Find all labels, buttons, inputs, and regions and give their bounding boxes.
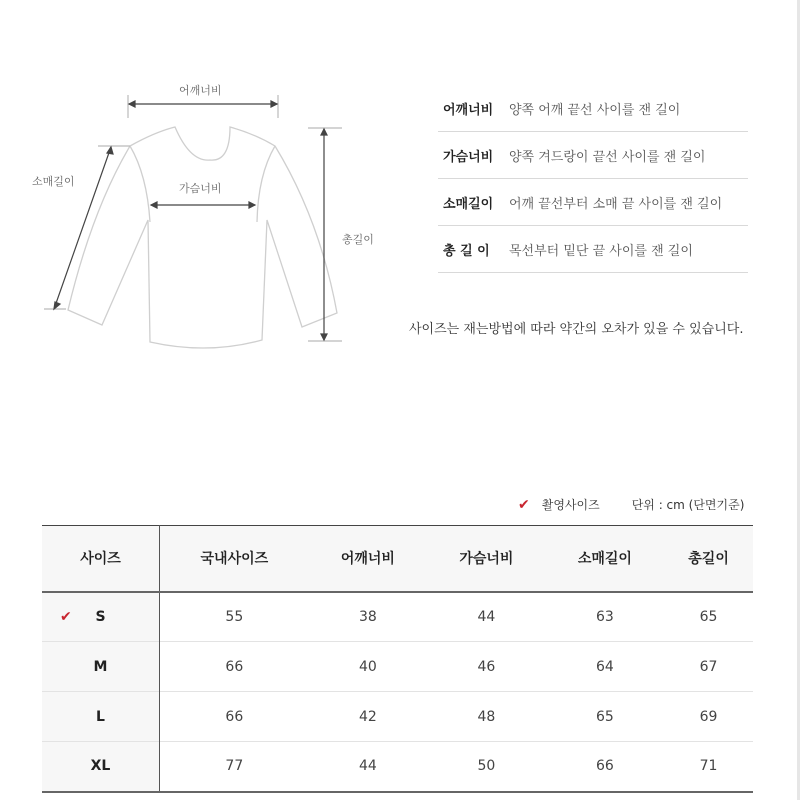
definition-desc: 어깨 끝선부터 소매 끝 사이를 잰 길이	[509, 196, 723, 212]
checkmark-icon: ✔	[518, 496, 530, 513]
header-korean-size: 국내사이즈	[200, 551, 269, 568]
cell-shoulder: 44	[359, 758, 377, 775]
definition-term: 가슴너비	[443, 149, 494, 165]
measurement-definitions	[438, 85, 748, 273]
cell-shoulder: 38	[359, 608, 377, 625]
shirt-outline-icon	[30, 70, 390, 360]
header-sleeve: 소매길이	[577, 551, 632, 568]
cell-sleeve: 66	[595, 758, 614, 775]
definition-desc: 양쪽 겨드랑이 끝선 사이를 잰 길이	[509, 149, 706, 165]
size-cell	[42, 692, 160, 742]
cell-korean-size: 55	[225, 608, 244, 625]
cell-korean-size: 66	[225, 658, 244, 675]
size-label: M	[93, 658, 108, 675]
shoulder-width-label: 어깨너비	[179, 84, 222, 97]
unit-label: 단위 : cm (단면기준)	[631, 498, 745, 512]
cell-total: 71	[699, 758, 718, 775]
size-label: S	[95, 608, 106, 625]
cell-total: 69	[699, 708, 718, 725]
table-row	[42, 692, 753, 742]
definition-row	[438, 132, 748, 179]
sleeve-length-label: 소매길이	[32, 175, 75, 188]
cell-sleeve: 64	[595, 658, 614, 675]
model-size-label: 촬영사이즈	[541, 498, 600, 512]
garment-diagram	[30, 70, 390, 360]
chest-width-label: 가슴너비	[179, 182, 222, 195]
cell-sleeve: 63	[595, 608, 614, 625]
table-row	[42, 742, 753, 792]
measurement-note: 사이즈는 재는방법에 따라 약간의 오차가 있을 수 있습니다.	[409, 322, 744, 337]
header-chest: 가슴너비	[459, 551, 514, 568]
definition-row	[438, 179, 748, 226]
cell-sleeve: 65	[595, 708, 614, 725]
cell-shoulder: 40	[359, 658, 377, 675]
table-row	[42, 592, 753, 642]
table-row	[42, 642, 753, 692]
definition-term: 소매길이	[443, 196, 494, 212]
size-label: L	[96, 708, 105, 725]
size-cell	[42, 592, 160, 642]
cell-chest: 50	[477, 758, 496, 775]
definition-desc: 목선부터 밑단 끝 사이를 잰 길이	[509, 243, 693, 259]
cell-chest: 46	[477, 658, 496, 675]
size-cell	[42, 642, 160, 692]
table-header-row	[42, 526, 753, 592]
definition-desc: 양쪽 어깨 끝선 사이를 잰 길이	[509, 102, 681, 118]
header-shoulder: 어깨너비	[340, 551, 395, 568]
cell-total: 65	[699, 608, 718, 625]
cell-korean-size: 66	[225, 708, 244, 725]
header-total: 총길이	[688, 551, 729, 568]
definition-row	[438, 85, 748, 132]
cell-korean-size: 77	[225, 758, 244, 775]
table-legend	[518, 496, 744, 513]
size-table	[42, 525, 753, 793]
size-cell	[42, 742, 160, 792]
checkmark-icon: ✔	[60, 608, 72, 625]
size-label: XL	[90, 758, 111, 775]
cell-total: 67	[699, 658, 718, 675]
definition-term: 어깨너비	[443, 102, 494, 118]
definition-term: 총 길 이	[443, 243, 490, 259]
total-length-label: 총길이	[342, 233, 374, 246]
cell-chest: 48	[477, 708, 496, 725]
cell-chest: 44	[477, 608, 496, 625]
definition-row	[438, 226, 748, 273]
header-size: 사이즈	[42, 526, 160, 592]
cell-shoulder: 42	[359, 708, 377, 725]
